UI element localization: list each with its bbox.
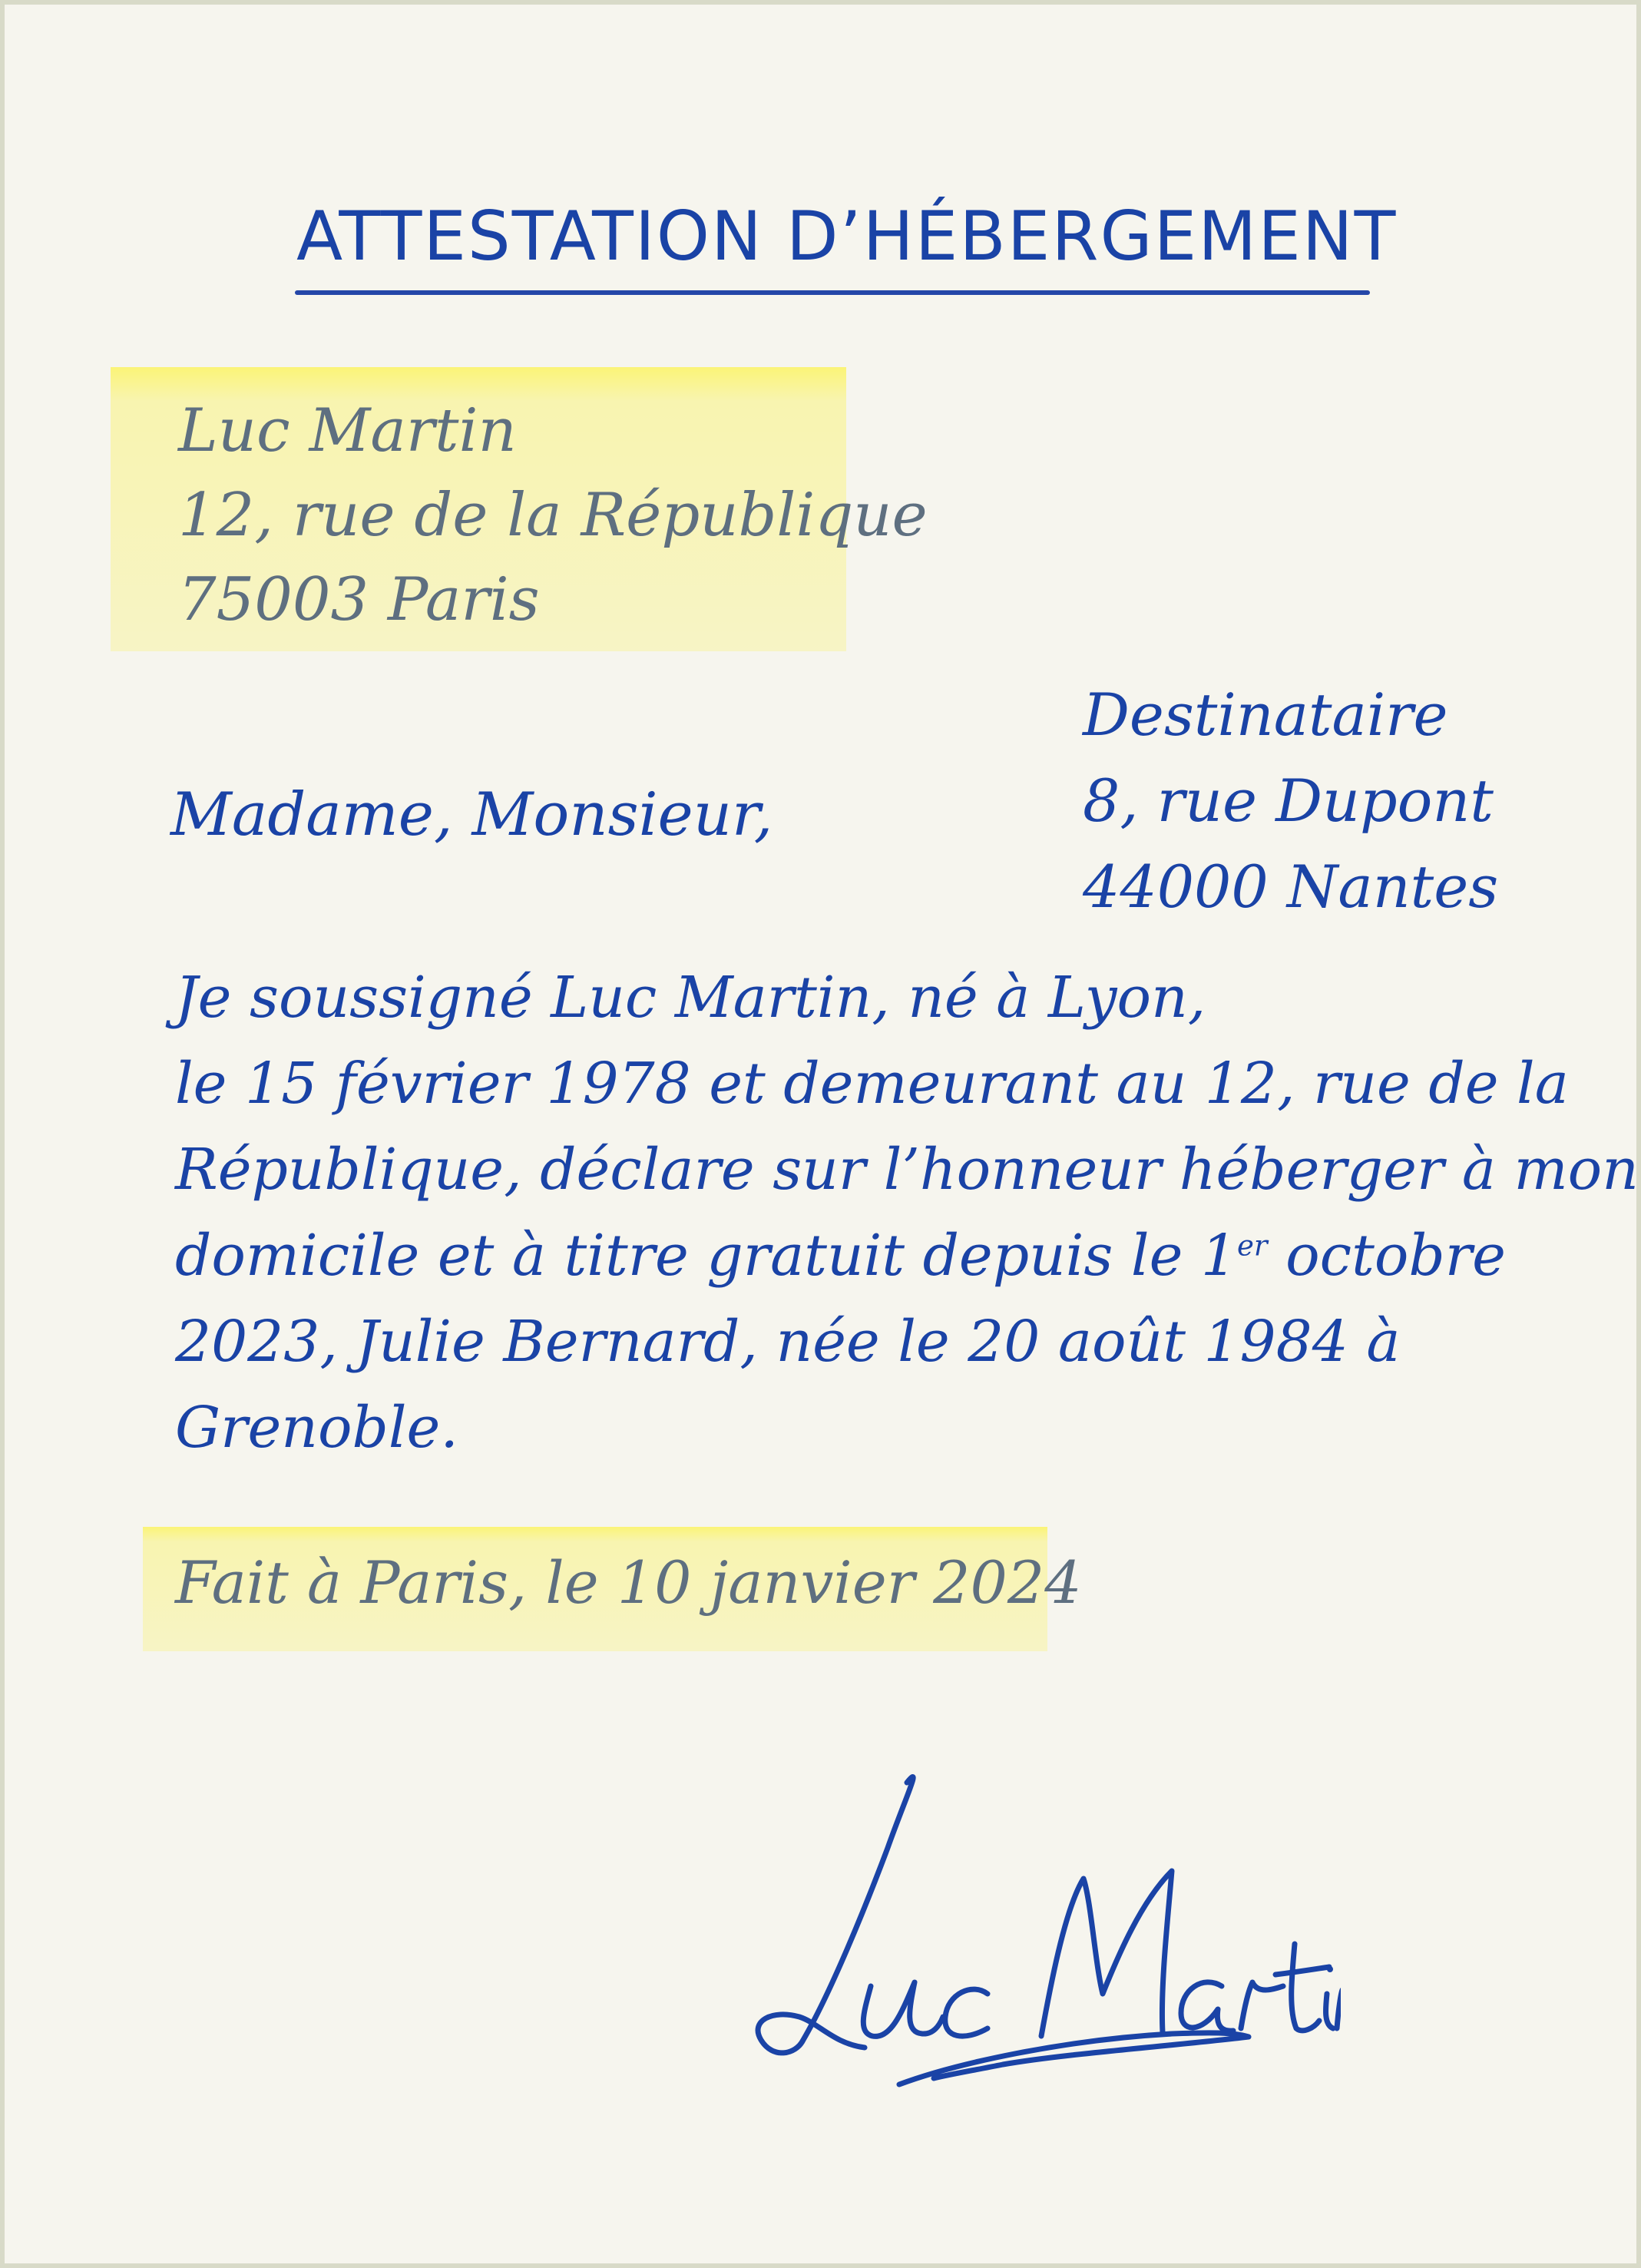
document-title: ATTESTATION D’HÉBERGEMENT: [296, 197, 1398, 276]
recipient-name: Destinataire: [1083, 680, 1448, 749]
place-date: Fait à Paris, le 10 janvier 2024: [175, 1548, 1082, 1617]
body-line-3: République, déclare sur l’honneur héberger à mon: [175, 1137, 1639, 1203]
sender-city: 75003 Paris: [178, 565, 540, 634]
body-line-1: Je soussigné Luc Martin, né à Lyon,: [175, 965, 1206, 1031]
sender-name: Luc Martin: [178, 396, 517, 465]
salutation: Madame, Monsieur,: [170, 780, 773, 849]
sender-street: 12, rue de la République: [178, 481, 928, 550]
recipient-street: 8, rue Dupont: [1083, 766, 1494, 835]
body-line-2: le 15 février 1978 et demeurant au 12, rue de la: [175, 1051, 1569, 1117]
recipient-city: 44000 Nantes: [1083, 853, 1499, 921]
body-line-6: Grenoble.: [175, 1395, 458, 1461]
body-line-4: [175, 1223, 1506, 1289]
title-underline: [295, 290, 1370, 295]
handwritten-signature: [742, 1763, 1341, 2117]
body-line-4-text: domicile et à titre gratuit depuis le 1: [175, 1223, 1237, 1289]
ordinal-suffix: er: [1236, 1229, 1268, 1263]
body-line-4-end: octobre: [1267, 1223, 1506, 1289]
body-line-5: 2023, Julie Bernard, née le 20 août 1984 à: [175, 1309, 1401, 1375]
